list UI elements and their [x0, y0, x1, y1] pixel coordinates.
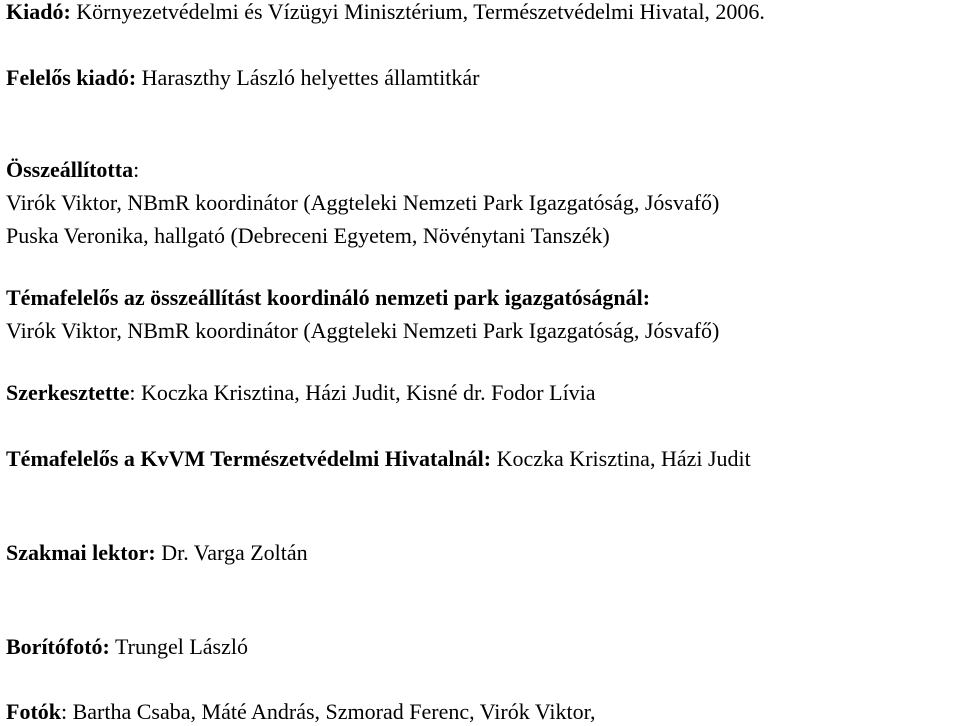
cover-photo-line [6, 636, 248, 658]
publisher-line [6, 1, 765, 23]
compiled-by-person-1: Virók Viktor, NBmR koordinátor (Aggteleki Nemzeti Park Igazgatóság, Jósvafő) [6, 190, 720, 215]
edited-by-line [6, 382, 596, 404]
cover-photo-label: Borítófotó: [6, 634, 110, 659]
professional-reviewer-label: Szakmai lektor: [6, 540, 156, 565]
compiled-by-colon: : [133, 157, 140, 182]
photos-label: Fotók [6, 699, 61, 724]
compiled-by-person-2: Puska Veronika, hallgató (Debreceni Egyetem, Növénytani Tanszék) [6, 223, 610, 248]
photos-value: : Bartha Csaba, Máté András, Szmorad Ferenc, Virók Viktor, [61, 699, 596, 724]
cover-photo-value: Trungel László [109, 634, 248, 659]
publisher-value: Környezetvédelmi és Vízügyi Minisztérium, Természetvédelmi Hivatal, 2006. [70, 0, 765, 24]
edited-by-label: Szerkesztette [6, 380, 130, 405]
photos-line [6, 701, 596, 723]
professional-reviewer-line [6, 542, 308, 564]
responsible-publisher-line [6, 67, 479, 89]
publisher-label: Kiadó: [6, 0, 71, 24]
compiled-by-label: Összeállította [6, 157, 134, 182]
edited-by-value: : Koczka Krisztina, Házi Judit, Kisné dr. Fodor Lívia [129, 380, 596, 405]
responsible-publisher-value: Haraszthy László helyettes államtitkár [136, 65, 480, 90]
responsible-publisher-label: Felelős kiadó: [6, 65, 137, 90]
park-coordinator-value: Virók Viktor, NBmR koordinátor (Aggteleki Nemzeti Park Igazgatóság, Jósvafő) [6, 318, 720, 343]
compiled-by-heading [6, 159, 139, 181]
park-coordinator-label: Témafelelős az összeállítást koordináló nemzeti park igazgatóságnál: [6, 285, 651, 310]
professional-reviewer-value: Dr. Varga Zoltán [155, 540, 308, 565]
kvvm-responsible-value: Koczka Krisztina, Házi Judit [491, 446, 751, 471]
kvvm-responsible-label: Témafelelős a KvVM Természetvédelmi Hivatalnál: [6, 446, 492, 471]
kvvm-responsible-line [6, 448, 751, 470]
